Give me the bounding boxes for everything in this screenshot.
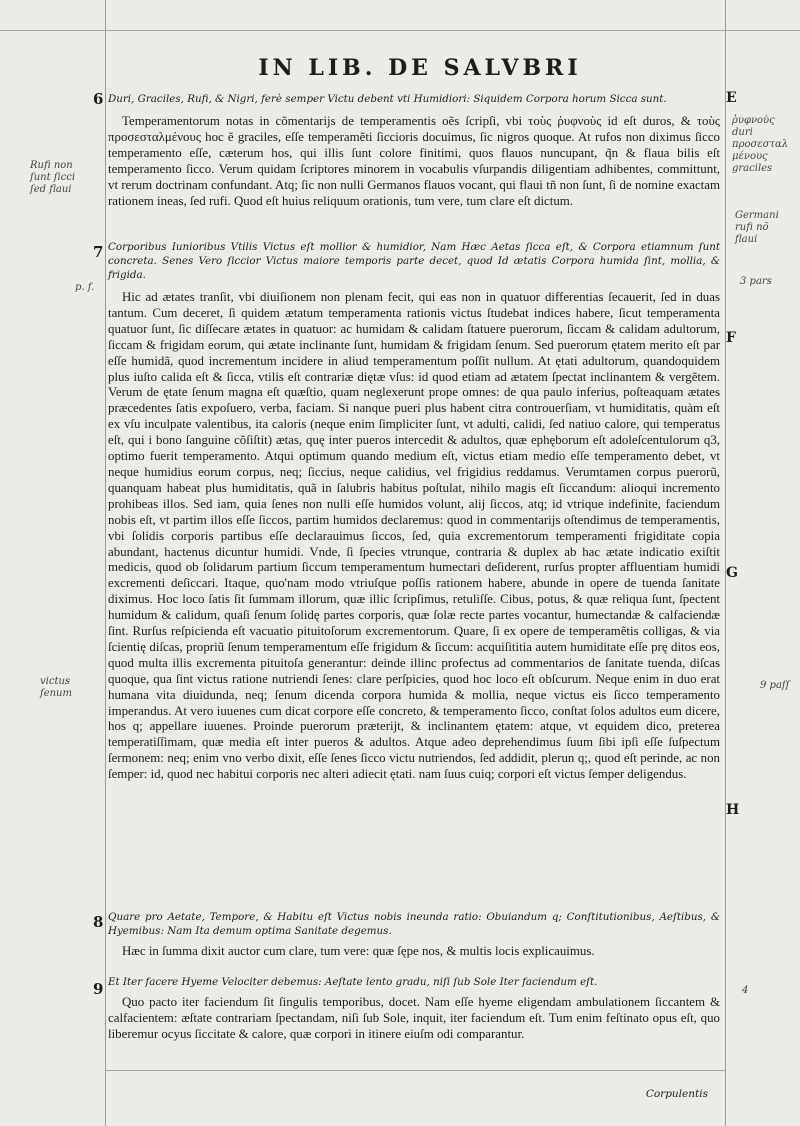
- margin-note-right-2: Germani rufi nõ flaui: [735, 210, 779, 245]
- section-7: [108, 240, 720, 783]
- aphorism-7: Corporibus Iunioribus Vtilis Victus eſt mollior & humidior, Nam Hæc Aetas ſicca eſt, & Corpora etiamnum ſunt concreta. Senes Vero ſiccior Victus maiore temporis parte decet, quod Id ætatis Corpora humida ſint, mollia, & frigida.: [108, 241, 720, 281]
- aphorism-6: Duri, Graciles, Rufi, & Nigri, ferè semper Victu debent vti Humidiori: Siquidem Corpora horum Sicca sunt.: [108, 93, 667, 105]
- margin-note-left-3: victus ſenum: [40, 676, 72, 699]
- margin-letter-f: F: [726, 330, 736, 346]
- section-number-9: 9: [93, 980, 104, 998]
- catchword: Corpulentis: [645, 1088, 708, 1100]
- aphorism-9: Et Iter facere Hyeme Velociter debemus: Aeſtate lento gradu, niſi ſub Sole Iter faciendum eſt.: [108, 976, 598, 988]
- section-9: [108, 975, 720, 1043]
- section-6: [108, 92, 720, 209]
- margin-letter-h: H: [726, 802, 740, 818]
- margin-note-right-4: 9 paſſ: [760, 680, 790, 691]
- right-column-rule: [725, 0, 726, 1126]
- margin-note-left-2: p. f.: [75, 282, 95, 293]
- section-number-8: 8: [93, 913, 104, 931]
- section-number-6: 6: [93, 90, 104, 108]
- commentary-8: Hæc in ſumma dixit auctor cum clare, tum vere: quæ ſępe nos, & multis locis explicauimus.: [122, 944, 595, 958]
- bottom-rule: [105, 1070, 725, 1071]
- margin-letter-g: G: [726, 565, 738, 581]
- commentary-7: Hic ad ætates tranſit, vbi diuiſionem non plenam fecit, qui eas non in quatuor differentias ſecauerit, ſed in duas tantum. Cum deceret, ſi quidem ætatum temperamenta rationis victus ſtudebat indices habere, ſicut temperamenta quatuor ſunt, ſic diſſecare ætates in quatuor: ac humidam & calidam ſtatuere puerorum, ſiccam & calidam adultorum, ſiccam & frigidam eorum, qui ætate inclinante ſunt, humidam & frigidam ſenum. Sed puerorum ętatem merito eſt par eſſe humidã, quod incrementum incidere in aliud temperamentum poſſit nullum. At ętati adultorum, quandoquidem plus iuſto calida eſt & ſicca, vtilis eſt contrariæ diętæ vſus: id quod etiam ad ætatem ſpectat inclinantem & vergẽtem. Verum de ętate ſenum magna eſt quæſtio, quam neglexerunt prope omnes: de qua paulo inferius, poſteaquam ætates præcedentes ſatis expoſuero, verba, faciam. Si nanque pueri plus habent citra controuerſiam, vt humiditatis, quàm eſt ex vſu inculpate valentibus, ita caloris (neque enim ſimpliciter ſunt, vt adulti, calidi, ſed natiuo calore, qui temperatus eſt, qui i bono ſanguine cõſiſtit) ætas, quę inter pueros intercedit & adultos, quæ ephęborum eſt adoleſcentulorum q3, optimo fuerit temperamento. Atqui optimum quando medium eſt, victus etiam medio eſſe temperamento debet, vt neque humidius eorum corpus, neq; ſiccius, neque calidius, vel frigidius reddamus. Verumtamen corpus puerorũ, quanquam habeat plus humiditatis, quã in ſalubris habitus poſtulat, nihilo magis eſt ſiccandum: alioqui incremento prohibeas illos. Sed iam, quia ſenes non nulli eſſe humidos volunt, alij ſiccos, atq; id vtrique indefinite, faciendum nobis eſt, vt partim illos eſſe ſiccos, partim humidos declaremus: quod in commentarijs oſtendimus de temperamentis, vbi ſolidis corporis partibus eſſe declarauimus ſiccos, ſed, quia excrementorum temperamenti frigiditate copia abundant, hactenus dicuntur humidi. Vnde, ſi ſpecies vtrunque, contraria & duplex ab hac ætate indicatio exiſtit medicis, quod ob ſolidarum partium ſiccum temperamentum humectari deſiderent, rurſus propter affluentiam humidi excrementi deſiccari. Itaque, quo'nam modo vtriuſque poſſis rationem habere, abunde in opere de tuenda ſanitate diximus. Hoc loco ſatis ſit ſummam illorum, quæ illic ſcripſimus, retuliſſe. Cibus, potus, & quæ reliqua ſunt, ſpectent humidum & calidum, quaſi ſenum ſolidę partes corporis, quæ ſolæ recte partes vocantur, humectandæ & calfaciendæ ſint. Rurſus reſpicienda eſt vacuatio pituitoſorum excrementorum. Quare, ſi ex opere de temperamẽtis colligas, & via ſcientię diſcas, propriũ ſenum temperamentum eſſe frigidum & ſiccum: acquiſititia autem humiditate eſſe prę ditos eos, quod multa illis excrementa pituitoſa generantur: deinde illinc profectus ad commentarios de ſanitate tuenda, diſcas quoque, qua ſint victus ratione nutriendi ſenes: clare perſpicies, quod hoc loco eſt obſcurum. Neque enim in duo erat humana vita diuidunda, neq; ſenum dicenda corpora humida & mollia, neque victus eis ſicco temperamento imperandus. At vero iuuenes cum dicat corpore eſſe concreto, & temperamento ſicco, conſtat ſolos adultos eum dicere, hos q; appellare iuuenes. Proinde puerorum præterijt, & inclinantem ętatem: atque, vt equidem dico, preterea temperatiſſimam, quæ media eſt inter pueros & adultos. Atque adeo deprehendimus ſuum ſibi ipſi eſſe ſuſpectum ſermonem: neq; enim vno verbo dixit, eſſe ſenes ſicco victu nutriendos, ſed addidit, plerun q;, quod eſt perinde, ac non ſemper: id, quod nec habitui corporis nec alteri adiecit ętati. nam ſuus cuiq; corpori eſt victus ſemper deligendus.: [108, 290, 720, 782]
- left-column-rule: [105, 0, 106, 1126]
- margin-note-right-3: 3 pars: [740, 276, 772, 287]
- top-rule: [0, 30, 800, 31]
- margin-note-right-5: 4: [742, 985, 749, 996]
- margin-letter-e: E: [726, 90, 737, 106]
- section-number-7: 7: [93, 243, 104, 261]
- aphorism-8: Quare pro Aetate, Tempore, & Habitu eſt Victus nobis ineunda ratio: Obuiandum q; Conſtitutionibus, Aeſtibus, & Hyemibus: Nam Ita demum optima Sanitate degemus.: [108, 911, 720, 937]
- commentary-9: Quo pacto iter faciendum ſit ſingulis temporibus, docet. Nam eſſe hyeme eligendam ambulationem ſiccantem & calfacientem: æſtate contrariam ſpectandam, niſi ſub Sole, inquit, iter faciendum eſt. Tum enim feſtinato opus eſt, quo liberemur ocyus ſiccitate & calore, quæ corpori in itinere eiuſm odi comparantur.: [108, 995, 720, 1041]
- margin-note-left-1: Rufi non ſunt ſicci ſed flaui: [30, 160, 76, 195]
- margin-note-right-1: ῥυφνοὺς duri προσεσταλ μένους graciles: [732, 115, 789, 174]
- section-8: [108, 910, 720, 960]
- commentary-6: Temperamentorum notas in cõmentarijs de temperamentis oẽs ſcripſi, vbi τοὺς ῥυφνοὺς id eſt duros, & τοὺς προσεσταλμένους hoc ẽ graciles, eſſe temperamẽti ſiccioris docuimus, ſic nigros quoque. At rufos non diximus ſicco temperamento eſſe, cæterum hos, qui illis ſunt colore finitimi, quos flauos nuncupant, q̃n & flaua bilis eſt temperamento ſicco. Verum quidam ſcriptores minorem in vocabulis vſurpandis diligentiam adhibentes, committunt, vt rerum doctrinam confundant. Atq; ſic non nulli Germanos flauos vocant, qui flaui tñ non ſunt, ſi de nomine exactam rationem ineas, ſed rufi. Quod eſt huius reliquum orationis, tum vere, tum clare eſt dictum.: [108, 114, 720, 208]
- running-title: IN LIB. DE SALVBRI: [258, 55, 582, 81]
